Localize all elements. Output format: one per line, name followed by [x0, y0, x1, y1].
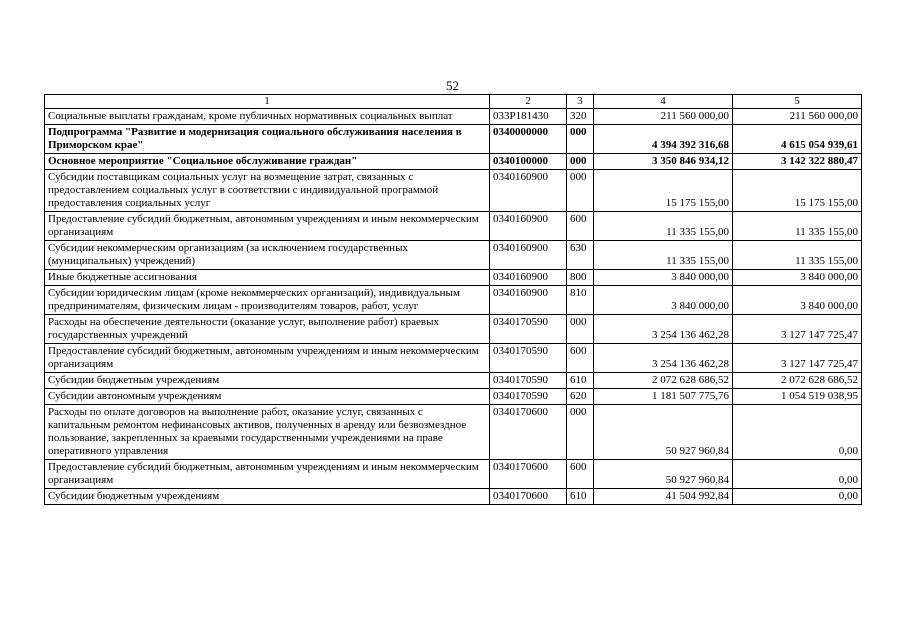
row-name-cell: Подпрограмма "Развитие и модернизация социального обслуживания населения в Приморском крае": [45, 125, 490, 154]
row-kind-cell: 000: [567, 170, 594, 212]
column-header: 5: [733, 95, 862, 109]
table-row: [45, 241, 862, 270]
row-name-cell: Субсидии некоммерческим организациям (за исключением государственных (муниципальных) учреждений): [45, 241, 490, 270]
row-kind-cell: 610: [567, 373, 594, 389]
row-kind-cell: 000: [567, 154, 594, 170]
row-name-cell: Расходы на обеспечение деятельности (оказание услуг, выполнение работ) краевых государственных учреждений: [45, 315, 490, 344]
row-code-cell: 0340160900: [490, 286, 567, 315]
row-code-cell: 0340170600: [490, 460, 567, 489]
row-code-cell: 0340170590: [490, 344, 567, 373]
row-sum-column-5-cell: 4 615 054 939,61: [733, 125, 862, 154]
row-code-cell: 0340160900: [490, 212, 567, 241]
row-name-cell: Предоставление субсидий бюджетным, автономным учреждениям и иным некоммерческим организациям: [45, 344, 490, 373]
row-name-cell: Предоставление субсидий бюджетным, автономным учреждениям и иным некоммерческим организациям: [45, 460, 490, 489]
table-row: [45, 270, 862, 286]
row-sum-column-4-cell: 3 254 136 462,28: [594, 344, 733, 373]
row-sum-column-5-cell: 0,00: [733, 460, 862, 489]
row-code-cell: 0340160900: [490, 241, 567, 270]
row-sum-column-4-cell: 50 927 960,84: [594, 405, 733, 460]
row-sum-column-5-cell: 3 840 000,00: [733, 286, 862, 315]
table-row: [45, 460, 862, 489]
row-sum-column-4-cell: 3 840 000,00: [594, 270, 733, 286]
row-name-cell: Субсидии юридическим лицам (кроме некоммерческих организаций), индивидуальным предпринимателям, физическим лицам - производителям товаров, работ, услуг: [45, 286, 490, 315]
row-kind-cell: 630: [567, 241, 594, 270]
budget-table: [44, 94, 862, 505]
table-row: [45, 489, 862, 505]
row-sum-column-5-cell: 211 560 000,00: [733, 109, 862, 125]
table-row: [45, 315, 862, 344]
table-row: [45, 389, 862, 405]
row-name-cell: Субсидии поставщикам социальных услуг на возмещение затрат, связанных с предоставлением социальных услуг в соответствии с индивидуальной программой предоставления социальных услуг: [45, 170, 490, 212]
row-sum-column-4-cell: 4 394 392 316,68: [594, 125, 733, 154]
row-kind-cell: 800: [567, 270, 594, 286]
row-sum-column-4-cell: 15 175 155,00: [594, 170, 733, 212]
row-sum-column-5-cell: 3 127 147 725,47: [733, 315, 862, 344]
row-code-cell: 0340100000: [490, 154, 567, 170]
row-name-cell: Расходы по оплате договоров на выполнение работ, оказание услуг, связанных с капитальным ремонтом нефинансовых активов, полученных в аренду или безвозмездное пользование, закрепленных за краевыми государственными учреждениями на праве оперативного управления: [45, 405, 490, 460]
table-row: [45, 212, 862, 241]
row-code-cell: 0340170600: [490, 405, 567, 460]
row-sum-column-4-cell: 2 072 628 686,52: [594, 373, 733, 389]
row-code-cell: 0340160900: [490, 270, 567, 286]
row-sum-column-4-cell: 3 254 136 462,28: [594, 315, 733, 344]
table-row: [45, 170, 862, 212]
row-kind-cell: 600: [567, 460, 594, 489]
table-row: [45, 286, 862, 315]
row-sum-column-5-cell: 3 142 322 880,47: [733, 154, 862, 170]
row-code-cell: 0340160900: [490, 170, 567, 212]
row-sum-column-4-cell: 11 335 155,00: [594, 212, 733, 241]
row-sum-column-4-cell: 3 840 000,00: [594, 286, 733, 315]
row-sum-column-5-cell: 11 335 155,00: [733, 212, 862, 241]
table-row: [45, 373, 862, 389]
row-name-cell: Социальные выплаты гражданам, кроме публичных нормативных социальных выплат: [45, 109, 490, 125]
row-code-cell: 0340170600: [490, 489, 567, 505]
table-row: [45, 154, 862, 170]
column-header: 1: [45, 95, 490, 109]
row-sum-column-4-cell: 50 927 960,84: [594, 460, 733, 489]
row-kind-cell: 600: [567, 344, 594, 373]
row-kind-cell: 000: [567, 315, 594, 344]
row-name-cell: Субсидии автономным учреждениям: [45, 389, 490, 405]
row-sum-column-5-cell: 2 072 628 686,52: [733, 373, 862, 389]
row-sum-column-4-cell: 211 560 000,00: [594, 109, 733, 125]
row-kind-cell: 610: [567, 489, 594, 505]
row-code-cell: 0340170590: [490, 315, 567, 344]
table-row: [45, 109, 862, 125]
table-row: [45, 125, 862, 154]
row-code-cell: 033P181430: [490, 109, 567, 125]
page-number: 52: [446, 78, 459, 93]
row-kind-cell: 810: [567, 286, 594, 315]
row-name-cell: Иные бюджетные ассигнования: [45, 270, 490, 286]
row-name-cell: Субсидии бюджетным учреждениям: [45, 489, 490, 505]
row-name-cell: Основное мероприятие "Социальное обслуживание граждан": [45, 154, 490, 170]
column-header: 2: [490, 95, 567, 109]
table-row: [45, 344, 862, 373]
table-header-row: [45, 95, 862, 109]
row-sum-column-5-cell: 0,00: [733, 489, 862, 505]
row-sum-column-5-cell: 3 840 000,00: [733, 270, 862, 286]
table-body: [45, 109, 862, 505]
row-kind-cell: 600: [567, 212, 594, 241]
row-sum-column-5-cell: 11 335 155,00: [733, 241, 862, 270]
row-sum-column-4-cell: 41 504 992,84: [594, 489, 733, 505]
row-sum-column-5-cell: 3 127 147 725,47: [733, 344, 862, 373]
row-kind-cell: 620: [567, 389, 594, 405]
column-header: 4: [594, 95, 733, 109]
row-code-cell: 0340170590: [490, 389, 567, 405]
row-sum-column-4-cell: 1 181 507 775,76: [594, 389, 733, 405]
row-sum-column-4-cell: 3 350 846 934,12: [594, 154, 733, 170]
column-header: 3: [567, 95, 594, 109]
row-code-cell: 0340000000: [490, 125, 567, 154]
row-code-cell: 0340170590: [490, 373, 567, 389]
row-name-cell: Предоставление субсидий бюджетным, автономным учреждениям и иным некоммерческим организациям: [45, 212, 490, 241]
row-sum-column-5-cell: 0,00: [733, 405, 862, 460]
row-kind-cell: 320: [567, 109, 594, 125]
row-kind-cell: 000: [567, 405, 594, 460]
row-sum-column-5-cell: 1 054 519 038,95: [733, 389, 862, 405]
table-row: [45, 405, 862, 460]
row-sum-column-4-cell: 11 335 155,00: [594, 241, 733, 270]
row-kind-cell: 000: [567, 125, 594, 154]
row-name-cell: Субсидии бюджетным учреждениям: [45, 373, 490, 389]
row-sum-column-5-cell: 15 175 155,00: [733, 170, 862, 212]
